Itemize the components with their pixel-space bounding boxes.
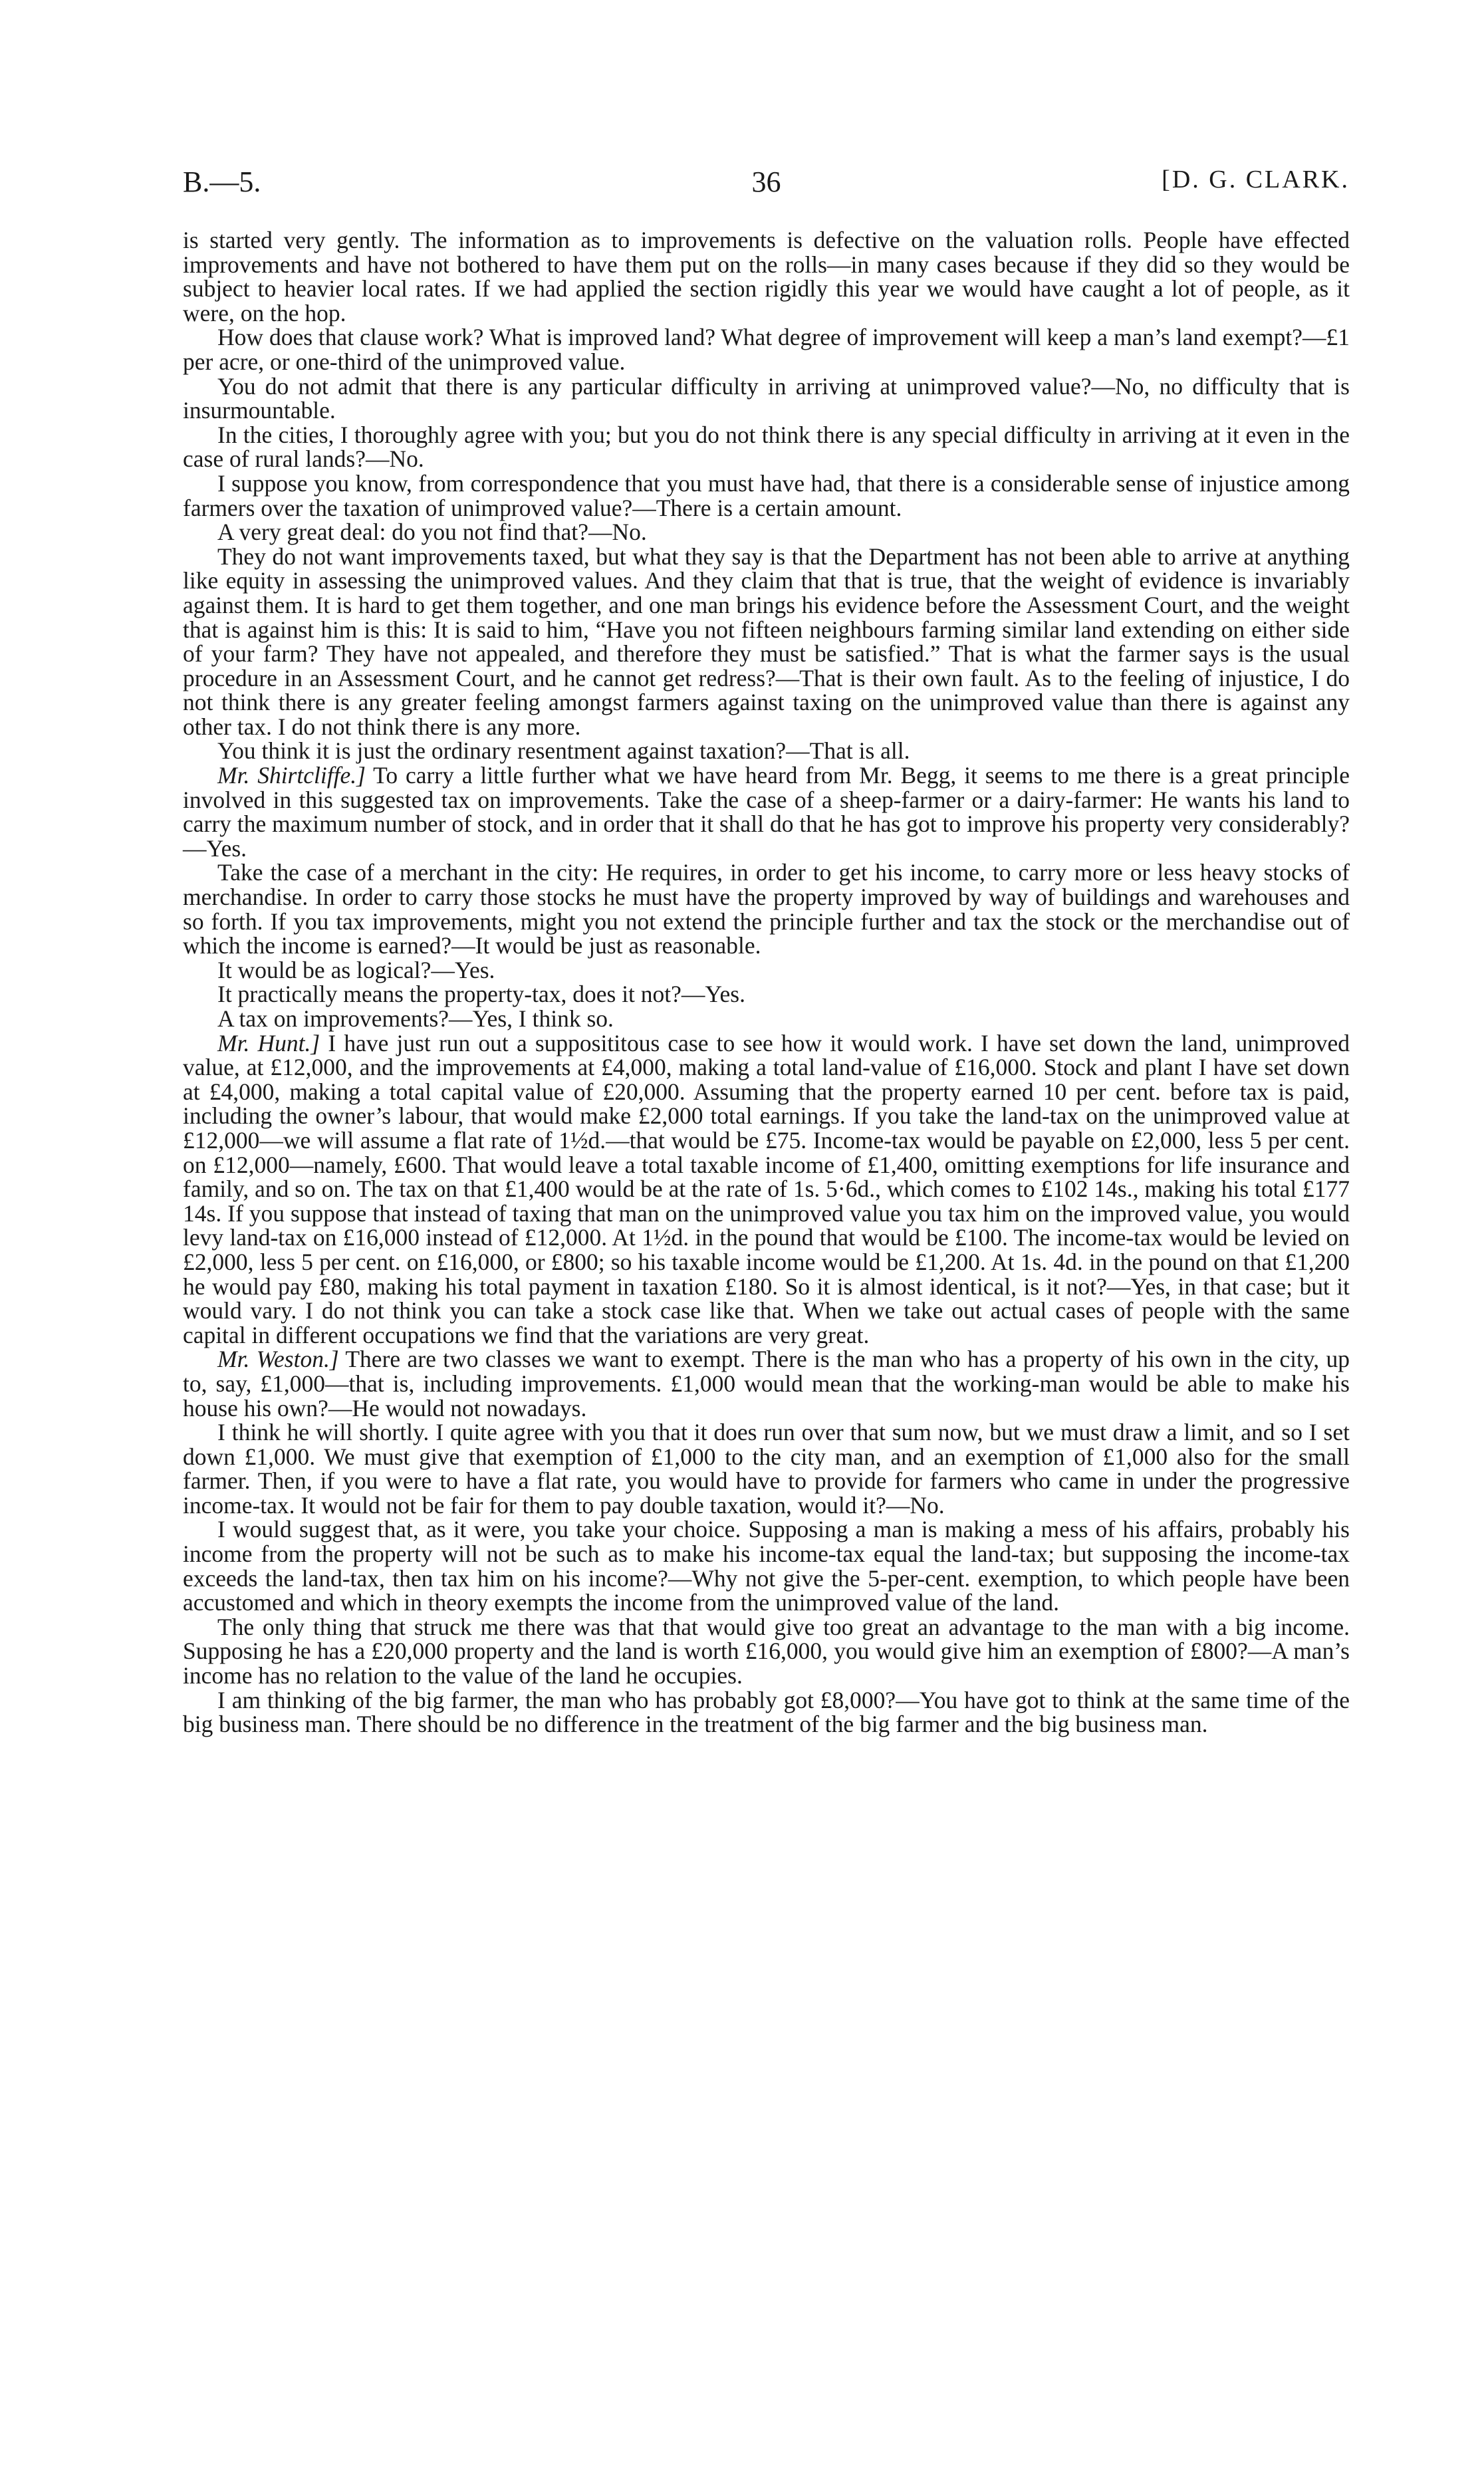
paragraph-text: It practically means the property-tax, does it not?—Yes. [217,981,745,1008]
paragraph-text: is started very gently. The information as to improvements is defective on the valuation rolls. People have effected improvements and have not bothered to have them put on the rolls—in many cases because if they did so they would be subject to heavier local rates. If we had applied the section rigidly this year we would have caught a lot of people, as it were, on the hop. [183,227,1350,326]
paragraph-text: There are two classes we want to exempt. There is the man who has a property of his own in the city, up to, say, £1,000—that is, including improvements. £1,000 would mean that the working-man would be able to make his house his own?—He would not nowadays. [183,1346,1350,1421]
paragraph-text: The only thing that struck me there was that that would give too great an advantage to the man with a big income. Supposing he has a £20,000 property and the land is worth £16,000, you would give him an exemption of £800?—A man’s income has no relation to the value of the land he occupies. [183,1613,1350,1689]
paragraph-text: How does that clause work? What is improved land? What degree of improvement will keep a man’s land exempt?—£1 per acre, or one-third of the unimproved value. [183,324,1350,375]
witness-name: [D. G. CLARK. [1162,166,1350,193]
paragraph-text: They do not want improvements taxed, but what they say is that the Department has not been able to arrive at anything like equity in assessing the unimproved values. And they claim that that is true, that the weight of evidence is invariably against them. It is hard to get them together, and one man brings his evidence before the Assessment Court, and the weight that is against him is this: It is said to him, “Have you not fifteen neighbours farming similar land extending on either side of your farm? They have not appealed, and therefore they must be satisfied.” That is what the farmer says is the usual procedure in an Assessment Court, and he cannot get redress?—That is their own fault. As to the feeling of injustice, I do not think there is any greater feeling amongst farmers against taxing on the unimproved value than there is against any other tax. I do not think there is any more. [183,543,1350,740]
speaker-label: Mr. Shirtcliffe.] [217,762,366,789]
paragraph-text: You do not admit that there is any particular difficulty in arriving at unimproved value?—No, no difficulty that is insurmountable. [183,372,1350,424]
evidence-text [183,228,1350,1737]
paragraph [183,374,1350,423]
paragraph-text: In the cities, I thoroughly agree with you; but you do not think there is any special difficulty in arriving at it even in the case of rural lands?—No. [183,421,1350,473]
speaker-label: Mr. Hunt.] [217,1029,320,1056]
paragraph [183,860,1350,957]
page-number: 36 [751,166,781,198]
paragraph [183,1420,1350,1517]
document-reference: B.—5. [183,166,261,198]
paragraph-text: I suppose you know, from correspondence that you must have had, that there is a considerable sense of injustice among farmers over the taxation of unimproved value?—There is a certain amount. [183,469,1350,521]
paragraph-text: To carry a little further what we have heard from Mr. Begg, it seems to me there is a great principle involved in this suggested tax on improvements. Take the case of a sheep-farmer or a dairy-farmer: He wants his land to carry the maximum number of stock, and in order that it shall do that he has got to improve his property very considerably?—Yes. [183,762,1350,862]
paragraph-text: I think he will shortly. I quite agree with you that it does run over that sum now, but we must draw a limit, and so I set down £1,000. We must give that exemption of £1,000 to the city man, and an exemption of £1,000 also for the small farmer. Then, if you were to have a flat rate, you would have to provide for farmers who came in under the progressive income-tax. It would not be fair for them to pay double taxation, would it?—No. [183,1419,1350,1519]
paragraph-text: A tax on improvements?—Yes, I think so. [217,1005,614,1032]
paragraph [183,1615,1350,1688]
paragraph-text: It would be as logical?—Yes. [217,956,495,983]
speaker-label: Mr. Weston.] [217,1346,339,1373]
paragraph [183,228,1350,325]
paragraph [183,1031,1350,1348]
paragraph [183,982,1350,1007]
paragraph-text: I would suggest that, as it were, you take your choice. Supposing a man is making a mess of his affairs, probably his income from the property will not be such as to make his income-tax equal the land-tax; but supposing the income-tax exceeds the land-tax, then tax him on his income?—Why not give the 5-per-cent. exemption, to which people have been accustomed and which in theory exempts the income from the unimproved value of the land. [183,1516,1350,1616]
paragraph [183,545,1350,739]
paragraph-text: A very great deal: do you not find that?—No. [217,519,647,546]
paragraph-text: I have just run out a supposititous case to see how it would work. I have set down the land, unimproved value, at £12,000, and the improvements at £4,000, making a total land-value of £16,000. Stock and plant I have set down at £4,000, making a total capital value of £20,000. Assuming that the property earned 10 per cent. before tax is paid, including the owner’s labour, that would make £2,000 total earnings. If you take the land-tax on the unimproved value at £12,000—we will assume a flat rate of 1½d.—that would be £75. Income-tax would be payable on £2,000, less 5 per cent. on £12,000—namely, £600. That would leave a total taxable income of £1,400, omitting exemptions for life insurance and family, and so on. The tax on that £1,400 would be at the rate of 1s. 5·6d., which comes to £102 14s., making his total £177 14s. If you suppose that instead of taxing that man on the unimproved value you tax him on the improved value, you would levy land-tax on £16,000 instead of £12,000. At 1½d. in the pound that would be £100. The income-tax would be levied on £2,000, less 5 per cent. on £16,000, or £800; so his taxable income would be £1,200. At 1s. 4d. in the pound on that £1,200 he would pay £80, making his total payment in taxation £180. So it is almost identical, is it not?—Yes, in that case; but it would vary. I do not think you can take a stock case like that. When we take out actual cases of people with the same capital in different occupations we find that the variations are very great. [183,1029,1350,1348]
paragraph [183,739,1350,763]
paragraph [183,325,1350,374]
paragraph [183,958,1350,983]
paragraph-text: Take the case of a merchant in the city: He requires, in order to get his income, to carry more or less heavy stocks of merchandise. In order to carry those stocks he must have the property improved by way of buildings and warehouses and so forth. If you tax improvements, might you not extend the principle further and tax the stock or the merchandise out of which the income is earned?—It would be just as reasonable. [183,859,1350,959]
paragraph-text: I am thinking of the big farmer, the man who has probably got £8,000?—You have got to think at the same time of the big business man. There should be no difference in the treatment of the big farmer and the big business man. [183,1686,1350,1738]
paragraph [183,763,1350,860]
page-header [183,165,1350,211]
paragraph [183,1347,1350,1420]
paragraph [183,1517,1350,1614]
paragraph [183,520,1350,545]
paragraph [183,1688,1350,1737]
paragraph [183,471,1350,520]
paragraph [183,1007,1350,1031]
paragraph [183,423,1350,471]
paragraph-text: You think it is just the ordinary resentment against taxation?—That is all. [217,737,910,765]
